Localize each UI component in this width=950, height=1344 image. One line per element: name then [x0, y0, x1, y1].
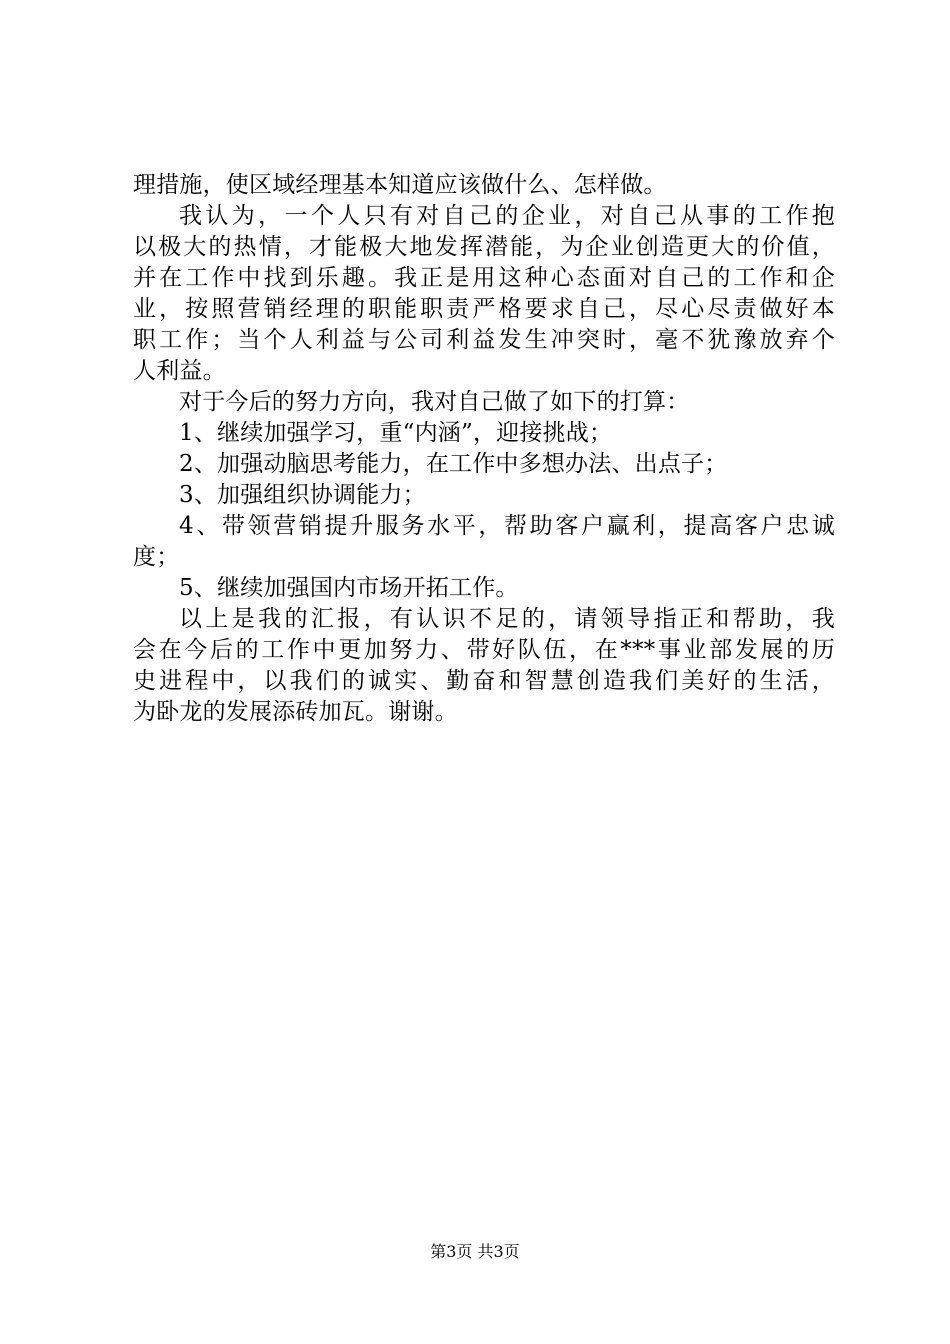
text-line: 理措施，使区域经理基本知道应该做什么、怎样做。: [133, 172, 667, 198]
list-item: 4、带领营销提升服务水平，帮助客户赢利，提高客户忠诚: [179, 513, 835, 539]
text-line: 会在今后的工作中更加努力、带好队伍，在***事业部发展的历: [133, 637, 835, 663]
list-item: 3、加强组织协调能力；: [179, 482, 426, 508]
list-item: 2、加强动脑思考能力，在工作中多想办法、出点子；: [179, 451, 728, 477]
document-body: [133, 170, 835, 728]
text-line: 为卧龙的发展添砖加瓦。谢谢。: [133, 699, 458, 725]
text-line: 职工作；当个人利益与公司利益发生冲突时，毫不犹豫放弃个: [133, 327, 835, 353]
page-footer: 第3页 共3页: [430, 1242, 520, 1261]
text-line: 人利益。: [133, 358, 226, 384]
list-item: 1、继续加强学习，重“内涵”，迎接挑战；: [179, 420, 613, 446]
text-line: 业，按照营销经理的职能职责严格要求自己，尽心尽责做好本: [133, 296, 835, 322]
text-line: 以极大的热情，才能极大地发挥潜能，为企业创造更大的价值，: [133, 234, 835, 260]
text-line: 度；: [133, 544, 180, 570]
text-line: 以上是我的汇报，有认识不足的，请领导指正和帮助，我: [179, 606, 835, 632]
text-line: 并在工作中找到乐趣。我正是用这种心态面对自己的工作和企: [133, 265, 835, 291]
text-line: 我认为，一个人只有对自己的企业，对自己从事的工作抱: [179, 203, 835, 229]
text-line: 史进程中，以我们的诚实、勤奋和智慧创造我们美好的生活，: [133, 668, 835, 694]
text-line: 对于今后的努力方向，我对自己做了如下的打算：: [179, 389, 690, 415]
list-item: 5、继续加强国内市场开拓工作。: [179, 575, 519, 601]
